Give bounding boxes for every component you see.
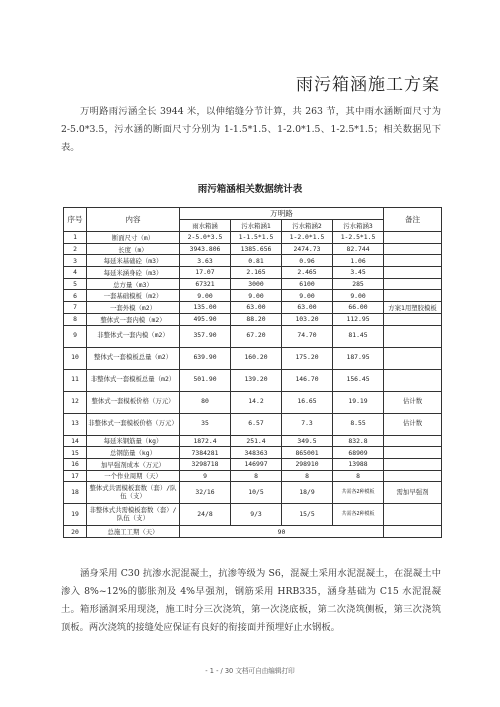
header-remark: 备注: [384, 208, 442, 232]
cell: 7.3: [282, 413, 333, 435]
cell: 495.90: [180, 313, 231, 325]
cell: 14: [64, 435, 87, 447]
cell: 18/9: [282, 482, 333, 504]
cell: 9: [64, 325, 87, 347]
cell: 每延米涵身砼（m3）: [87, 267, 180, 279]
cell: 1: [64, 232, 87, 244]
cell: 11: [64, 369, 87, 391]
cell: 一套外模（m2）: [87, 302, 180, 314]
cell: 2: [64, 243, 87, 255]
cell: [384, 526, 442, 538]
cell: 加早强剂成本（万元）: [87, 458, 180, 470]
header-col: 雨水箱涵: [180, 220, 231, 232]
cell: [384, 470, 442, 482]
cell: [384, 458, 442, 470]
cell: 19.19: [333, 391, 384, 413]
cell: 285: [333, 278, 384, 290]
cell: 13: [64, 413, 87, 435]
cell: 68909: [333, 447, 384, 459]
construction-paragraph: 涵身采用 C30 抗渗水泥混凝土，抗渗等级为 S6，混凝土采用水泥混凝土，在混凝土中渗入 8%~12%的膨胀剂及 4%早强剂，钢筋采用 HRB335，涵身基础为 C15 水泥混凝土。箱形涵洞采用现浇，施工时分三次浇筑，第一次浇底板，第二次浇筑侧板，第三次浇筑顶板。两次浇筑的接缝处应保证有良好的衔接面并预埋好止水钢板。: [61, 568, 441, 633]
cell: 1.06: [333, 255, 384, 267]
cell: 90: [180, 526, 384, 538]
table-row: [64, 458, 442, 470]
cell: 17.07: [180, 267, 231, 279]
cell: 非整体式一套模板价格（万元）: [87, 413, 180, 435]
cell: 8: [282, 470, 333, 482]
cell: 总施工工期（天）: [87, 526, 180, 538]
cell: 298910: [282, 458, 333, 470]
cell: 方案1用塑胶模板: [384, 302, 442, 314]
cell: 88.20: [231, 313, 282, 325]
cell: 需加早强剂: [384, 482, 442, 504]
cell: 10/5: [231, 482, 282, 504]
cell: 非整体式共需模板套数（套）/队伍（支）: [87, 504, 180, 526]
cell: 总方量（m3）: [87, 278, 180, 290]
table-row: [64, 232, 442, 244]
cell: 3943.806: [180, 243, 231, 255]
header-col: 污水箱涵3: [333, 220, 384, 232]
cell: 1385.656: [231, 243, 282, 255]
table-row: [64, 325, 442, 347]
cell: 3000: [231, 278, 282, 290]
cell: 3: [64, 255, 87, 267]
cell: 2.165: [231, 267, 282, 279]
cell: 9.00: [333, 290, 384, 302]
header-col: 污水箱涵1: [231, 220, 282, 232]
cell: 348363: [231, 447, 282, 459]
cell: 103.20: [282, 313, 333, 325]
table-row: [64, 243, 442, 255]
cell: 139.20: [231, 369, 282, 391]
cell: 整体式一套内模（m2）: [87, 313, 180, 325]
cell: 35: [180, 413, 231, 435]
cell: 80: [180, 391, 231, 413]
cell: 20: [64, 526, 87, 538]
cell: 66.00: [333, 302, 384, 314]
cell: 6.57: [231, 413, 282, 435]
cell: 3.45: [333, 267, 384, 279]
cell: [384, 325, 442, 347]
cell: 0.81: [231, 255, 282, 267]
table-row: [64, 526, 442, 538]
cell: 长度（m）: [87, 243, 180, 255]
cell: 251.4: [231, 435, 282, 447]
cell: 整体式一套模板总量（m2）: [87, 347, 180, 369]
cell: 共需各2种模板: [333, 482, 384, 504]
table-row: [64, 313, 442, 325]
table-row: [64, 482, 442, 504]
cell: 357.90: [180, 325, 231, 347]
cell: 非整体式一套模板总量（m2）: [87, 369, 180, 391]
cell: 总钢筋量（kg）: [87, 447, 180, 459]
header-no: 序号: [64, 208, 87, 232]
cell: 160.20: [231, 347, 282, 369]
header-group: 万明路: [180, 208, 384, 220]
cell: [384, 243, 442, 255]
cell: 共需各2种模板: [333, 504, 384, 526]
table-row: [64, 391, 442, 413]
cell: 187.95: [333, 347, 384, 369]
cell: 9.00: [282, 290, 333, 302]
cell: 3298718: [180, 458, 231, 470]
cell: 估计数: [384, 391, 442, 413]
cell: 7384281: [180, 447, 231, 459]
cell: 0.96: [282, 255, 333, 267]
statistics-table: [63, 207, 442, 538]
cell: 2474.73: [282, 243, 333, 255]
cell: 146.70: [282, 369, 333, 391]
cell: 断面尺寸（m）: [87, 232, 180, 244]
cell: [384, 369, 442, 391]
cell: [384, 435, 442, 447]
document-title: 雨污箱涵施工方案: [296, 75, 440, 95]
table-row: [64, 504, 442, 526]
table-row: [64, 267, 442, 279]
table-row: [64, 435, 442, 447]
cell: 估计数: [384, 413, 442, 435]
table-row: [64, 369, 442, 391]
cell: 63.00: [282, 302, 333, 314]
cell: 整体式共需模板套数（套）/队伍（支）: [87, 482, 180, 504]
cell: 8: [64, 313, 87, 325]
cell: 63.00: [231, 302, 282, 314]
cell: [384, 232, 442, 244]
cell: [384, 347, 442, 369]
cell: 1872.4: [180, 435, 231, 447]
cell: 14.2: [231, 391, 282, 413]
cell: 8: [333, 470, 384, 482]
cell: [384, 290, 442, 302]
cell: 6100: [282, 278, 333, 290]
cell: 7: [64, 302, 87, 314]
cell: 13988: [333, 458, 384, 470]
table-row: [64, 278, 442, 290]
cell: 175.20: [282, 347, 333, 369]
header-content: 内容: [87, 208, 180, 232]
cell: 135.00: [180, 302, 231, 314]
intro-paragraph: 万明路雨污涵全长 3944 米，以伸缩缝分节计算，共 263 节，其中雨水涵断面尺寸为 2-5.0*3.5，污水涵的断面尺寸分别为 1-1.5*1.5、1-2.0*1.5、1-2.5*1.5；相关数据见下表。: [61, 106, 441, 153]
cell: 9: [180, 470, 231, 482]
cell: 每延米基础砼（m3）: [87, 255, 180, 267]
cell: 24/8: [180, 504, 231, 526]
header-col: 污水箱涵2: [282, 220, 333, 232]
cell: 8.55: [333, 413, 384, 435]
cell: 一个作业周期（天）: [87, 470, 180, 482]
cell: [384, 267, 442, 279]
cell: 5: [64, 278, 87, 290]
cell: 9/3: [231, 504, 282, 526]
cell: 9.00: [180, 290, 231, 302]
cell: 156.45: [333, 369, 384, 391]
table-row: [64, 470, 442, 482]
cell: 1-2.0*1.5: [282, 232, 333, 244]
cell: 18: [64, 482, 87, 504]
cell: 146997: [231, 458, 282, 470]
cell: 3.63: [180, 255, 231, 267]
cell: 15: [64, 447, 87, 459]
cell: 74.70: [282, 325, 333, 347]
cell: [384, 313, 442, 325]
cell: 4: [64, 267, 87, 279]
table-row: [64, 447, 442, 459]
cell: 17: [64, 470, 87, 482]
cell: [384, 504, 442, 526]
table-row: [64, 347, 442, 369]
cell: 832.8: [333, 435, 384, 447]
cell: 非整体式一套内模（m2）: [87, 325, 180, 347]
cell: 32/16: [180, 482, 231, 504]
table-row: [64, 302, 442, 314]
cell: 1-1.5*1.5: [231, 232, 282, 244]
cell: 639.90: [180, 347, 231, 369]
table-row: [64, 255, 442, 267]
cell: 每延米钢筋量（kg）: [87, 435, 180, 447]
cell: [384, 255, 442, 267]
cell: 81.45: [333, 325, 384, 347]
table-row: [64, 413, 442, 435]
cell: 67321: [180, 278, 231, 290]
cell: [384, 447, 442, 459]
page-footer: - 1 - / 30 文档可自由编辑打印: [205, 667, 295, 675]
cell: 16.65: [282, 391, 333, 413]
cell: 2.465: [282, 267, 333, 279]
cell: 整体式一套模板价格（万元）: [87, 391, 180, 413]
cell: [384, 278, 442, 290]
cell: 82.744: [333, 243, 384, 255]
cell: 10: [64, 347, 87, 369]
cell: 865001: [282, 447, 333, 459]
cell: 6: [64, 290, 87, 302]
table-row: [64, 290, 442, 302]
cell: 67.20: [231, 325, 282, 347]
cell: 19: [64, 504, 87, 526]
cell: 1-2.5*1.5: [333, 232, 384, 244]
cell: 501.90: [180, 369, 231, 391]
cell: 8: [231, 470, 282, 482]
cell: 349.5: [282, 435, 333, 447]
cell: 12: [64, 391, 87, 413]
table-title: 雨污箱涵相关数据统计表: [197, 184, 303, 195]
cell: 一套基础模板（m2）: [87, 290, 180, 302]
cell: 9.00: [231, 290, 282, 302]
cell: 2-5.0*3.5: [180, 232, 231, 244]
cell: 16: [64, 458, 87, 470]
cell: 112.95: [333, 313, 384, 325]
cell: 15/5: [282, 504, 333, 526]
